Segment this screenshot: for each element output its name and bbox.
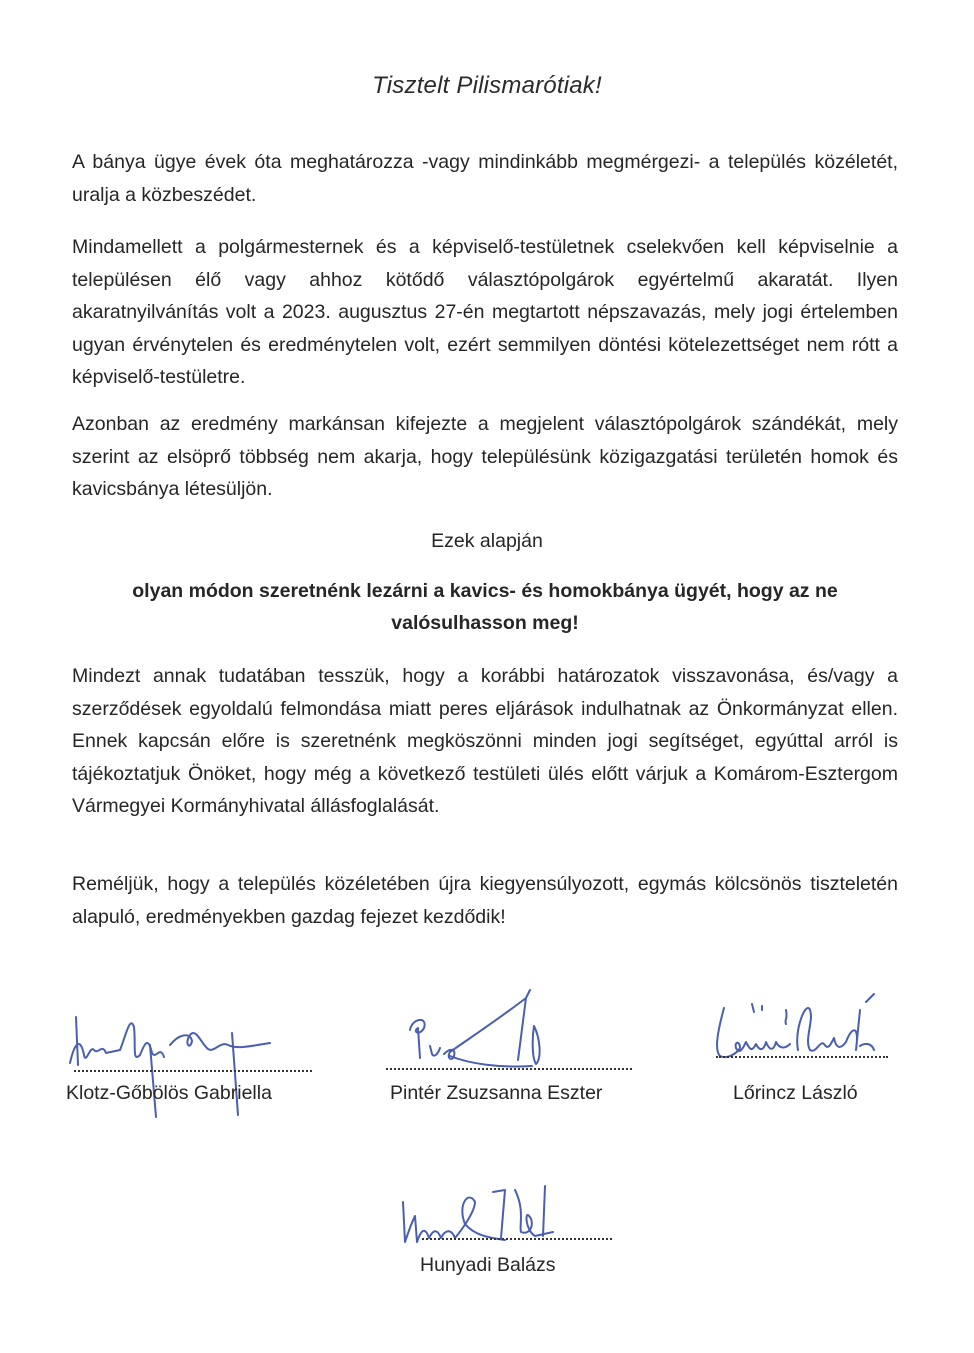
handwritten-signature-icon xyxy=(710,990,950,1070)
letter-title: Tisztelt Pilismarótiak! xyxy=(372,72,602,99)
paragraph-4: Mindezt annak tudatában tesszük, hogy a korábbi határozatok visszavonása, és/vagy a szerződések egyoldalú felmondása miatt peres eljárások indulhatnak az Önkormányzat ellen. Ennek kapcsán előre is szeretnénk megköszönni minden jogi segítséget, egyúttal arról is tájékoztatjuk Önöket, hogy még a következő testületi ülés előtt várjuk a Komárom-Esztergom Vármegyei Kormányhivatal állásfoglalását. xyxy=(72,665,898,817)
paragraph-3: Azonban az eredmény markánsan kifejezte a megjelent választópolgárok szándékát, mely szerint az elsöprő többség nem akarja, hogy településünk közigazgatási területén homok és kavicsbánya létesüljön. xyxy=(72,413,898,500)
handwritten-signature-icon xyxy=(400,988,560,1073)
transition-line: Ezek alapján xyxy=(431,530,543,552)
handwritten-signature-icon xyxy=(60,1005,290,1125)
paragraph-2: Mindamellett a polgármesternek és a képviselő-testületnek cselekvően kell képviselnie a településen élő vagy ahhoz kötődő választópolgárok egyértelmű akaratát. Ilyen akaratnyilvánítás volt a 2023. augusztus 27-én megtartott népszavazás, mely jogi értelemben ugyan érvénytelen és eredménytelen volt, ezért semmilyen döntési kötelezettséget nem rótt a képviselő-testületre. xyxy=(72,236,898,388)
signature-line xyxy=(422,1238,612,1240)
signature-line xyxy=(716,1056,888,1058)
signatory-name: Pintér Zsuzsanna Eszter xyxy=(390,1082,603,1104)
paragraph-1: A bánya ügye évek óta meghatározza -vagy mindinkább megmérgezi- a település közéletét, uralja a közbeszédet. xyxy=(72,151,898,206)
paragraph-5: Reméljük, hogy a település közéletében újra kiegyensúlyozott, egymás kölcsönös tiszteletén alapuló, eredményekben gazdag fejezet kezdődik! xyxy=(72,873,898,928)
signatory-name: Lőrincz László xyxy=(733,1082,858,1104)
signatory-name: Hunyadi Balázs xyxy=(420,1254,556,1276)
signature-line xyxy=(74,1070,312,1072)
resolution-statement: olyan módon szeretnénk lezárni a kavics- és homokbánya ügyét, hogy az ne valósulhasson meg! xyxy=(132,580,838,634)
signatory-name: Klotz-Gőbölös Gabriella xyxy=(66,1082,272,1104)
signature-line xyxy=(386,1068,632,1070)
